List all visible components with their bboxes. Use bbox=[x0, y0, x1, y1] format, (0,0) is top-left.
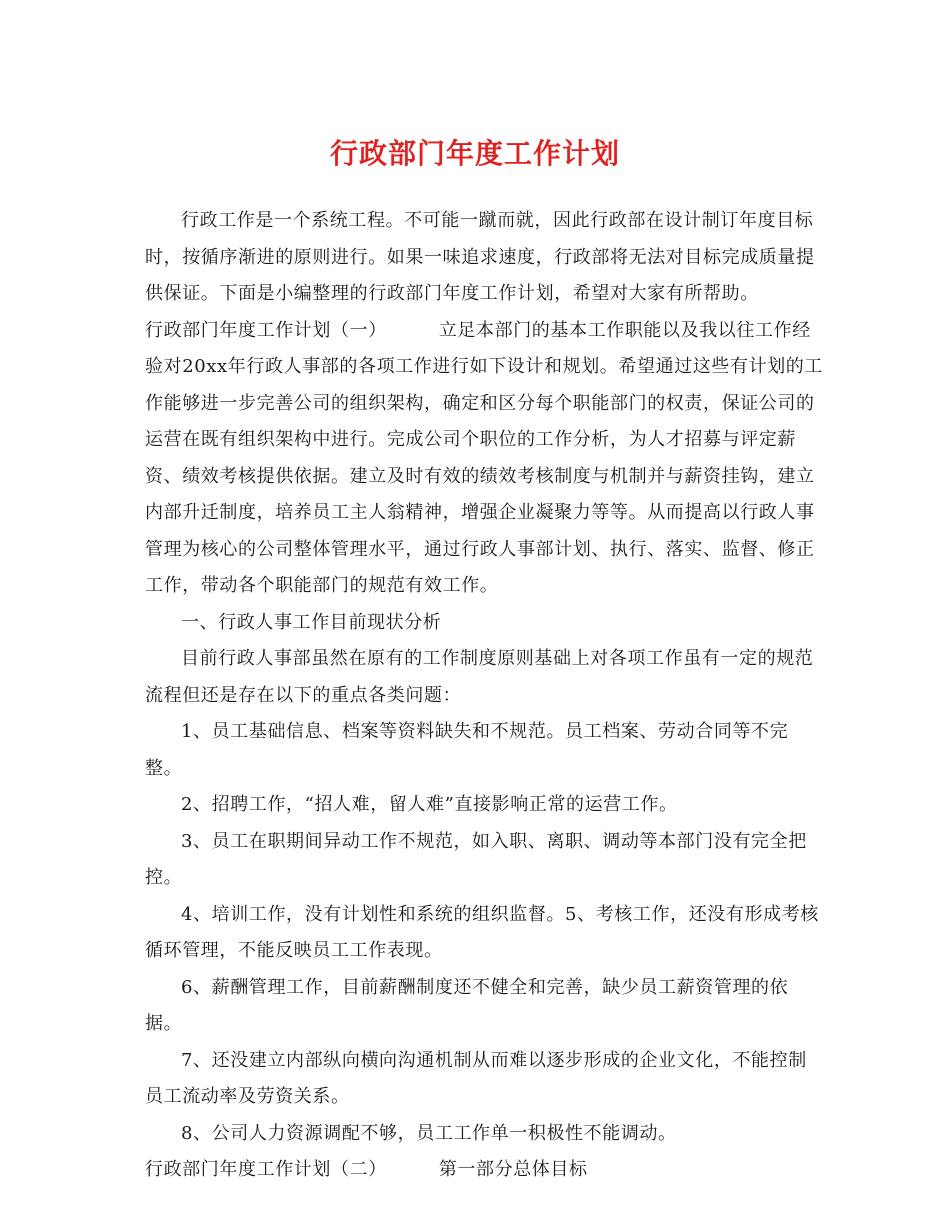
list-item: 3、员工在职期间异动工作不规范，如入职、离职、调动等本部门没有完全把控。 bbox=[145, 830, 807, 888]
plan1-body: 立足本部门的基本工作职能以及我以往工作经验对20xx年行政人事部的各项工作进行如下设计和规划。希望通过这些有计划的工作能够进一步完善公司的组织架构，确定和区分每个职能部门的权责，保证公司的运营在既有组织架构中进行。完成公司个职位的工作分析，为人才招募与评定薪资、绩效考核提供依据。建立及时有效的绩效考核制度与机制并与薪资挂钩，建立内部升迁制度，培养员工主人翁精神，增强企业凝聚力等等。从而提高以行政人事管理为核心的公司整体管理水平，通过行政人事部计划、执行、落实、监督、修正工作，带动各个职能部门的规范有效工作。 bbox=[145, 319, 824, 596]
section1-intro: 目前行政人事部虽然在原有的工作制度原则基础上对各项工作虽有一定的规范流程但还是存在以下的重点各类问题： bbox=[145, 648, 814, 706]
list-item: 7、还没建立内部纵向横向沟通机制从而难以逐步形成的企业文化，不能控制员工流动率及劳资关系。 bbox=[145, 1049, 807, 1107]
list-item: 4、培训工作，没有计划性和系统的组织监督。5、考核工作，还没有形成考核循环管理，不能反映员工工作表现。 bbox=[145, 903, 819, 961]
list-item: 8、公司人力资源调配不够，员工工作单一积极性不能调动。 bbox=[181, 1122, 677, 1144]
list-item: 1、员工基础信息、档案等资料缺失和不规范。员工档案、劳动合同等不完整。 bbox=[145, 721, 789, 779]
plan1-heading: 行政部门年度工作计划（一） bbox=[145, 319, 387, 341]
section1-heading: 一、行政人事工作目前现状分析 bbox=[181, 611, 442, 633]
plan1-paragraph bbox=[145, 313, 825, 605]
plan2-paragraph bbox=[145, 1152, 825, 1189]
list-item: 2、招聘工作，“招人难，留人难”直接影响正常的运营工作。 bbox=[181, 794, 678, 815]
document-title: 行政部门年度工作计划 bbox=[329, 137, 620, 170]
plan2-body: 第一部分总体目标 bbox=[438, 1159, 588, 1180]
document-body bbox=[145, 203, 825, 1189]
list-item: 6、薪酬管理工作，目前薪酬制度还不健全和完善，缺少员工薪资管理的依据。 bbox=[145, 976, 789, 1034]
plan2-heading: 行政部门年度工作计划（二） bbox=[145, 1159, 387, 1180]
intro-paragraph: 行政工作是一个系统工程。不可能一蹴而就，因此行政部在设计制订年度目标时，按循序渐进的原则进行。如果一味追求速度，行政部将无法对目标完成质量提供保证。下面是小编整理的行政部门年度工作计划，希望对大家有所帮助。 bbox=[145, 210, 815, 304]
